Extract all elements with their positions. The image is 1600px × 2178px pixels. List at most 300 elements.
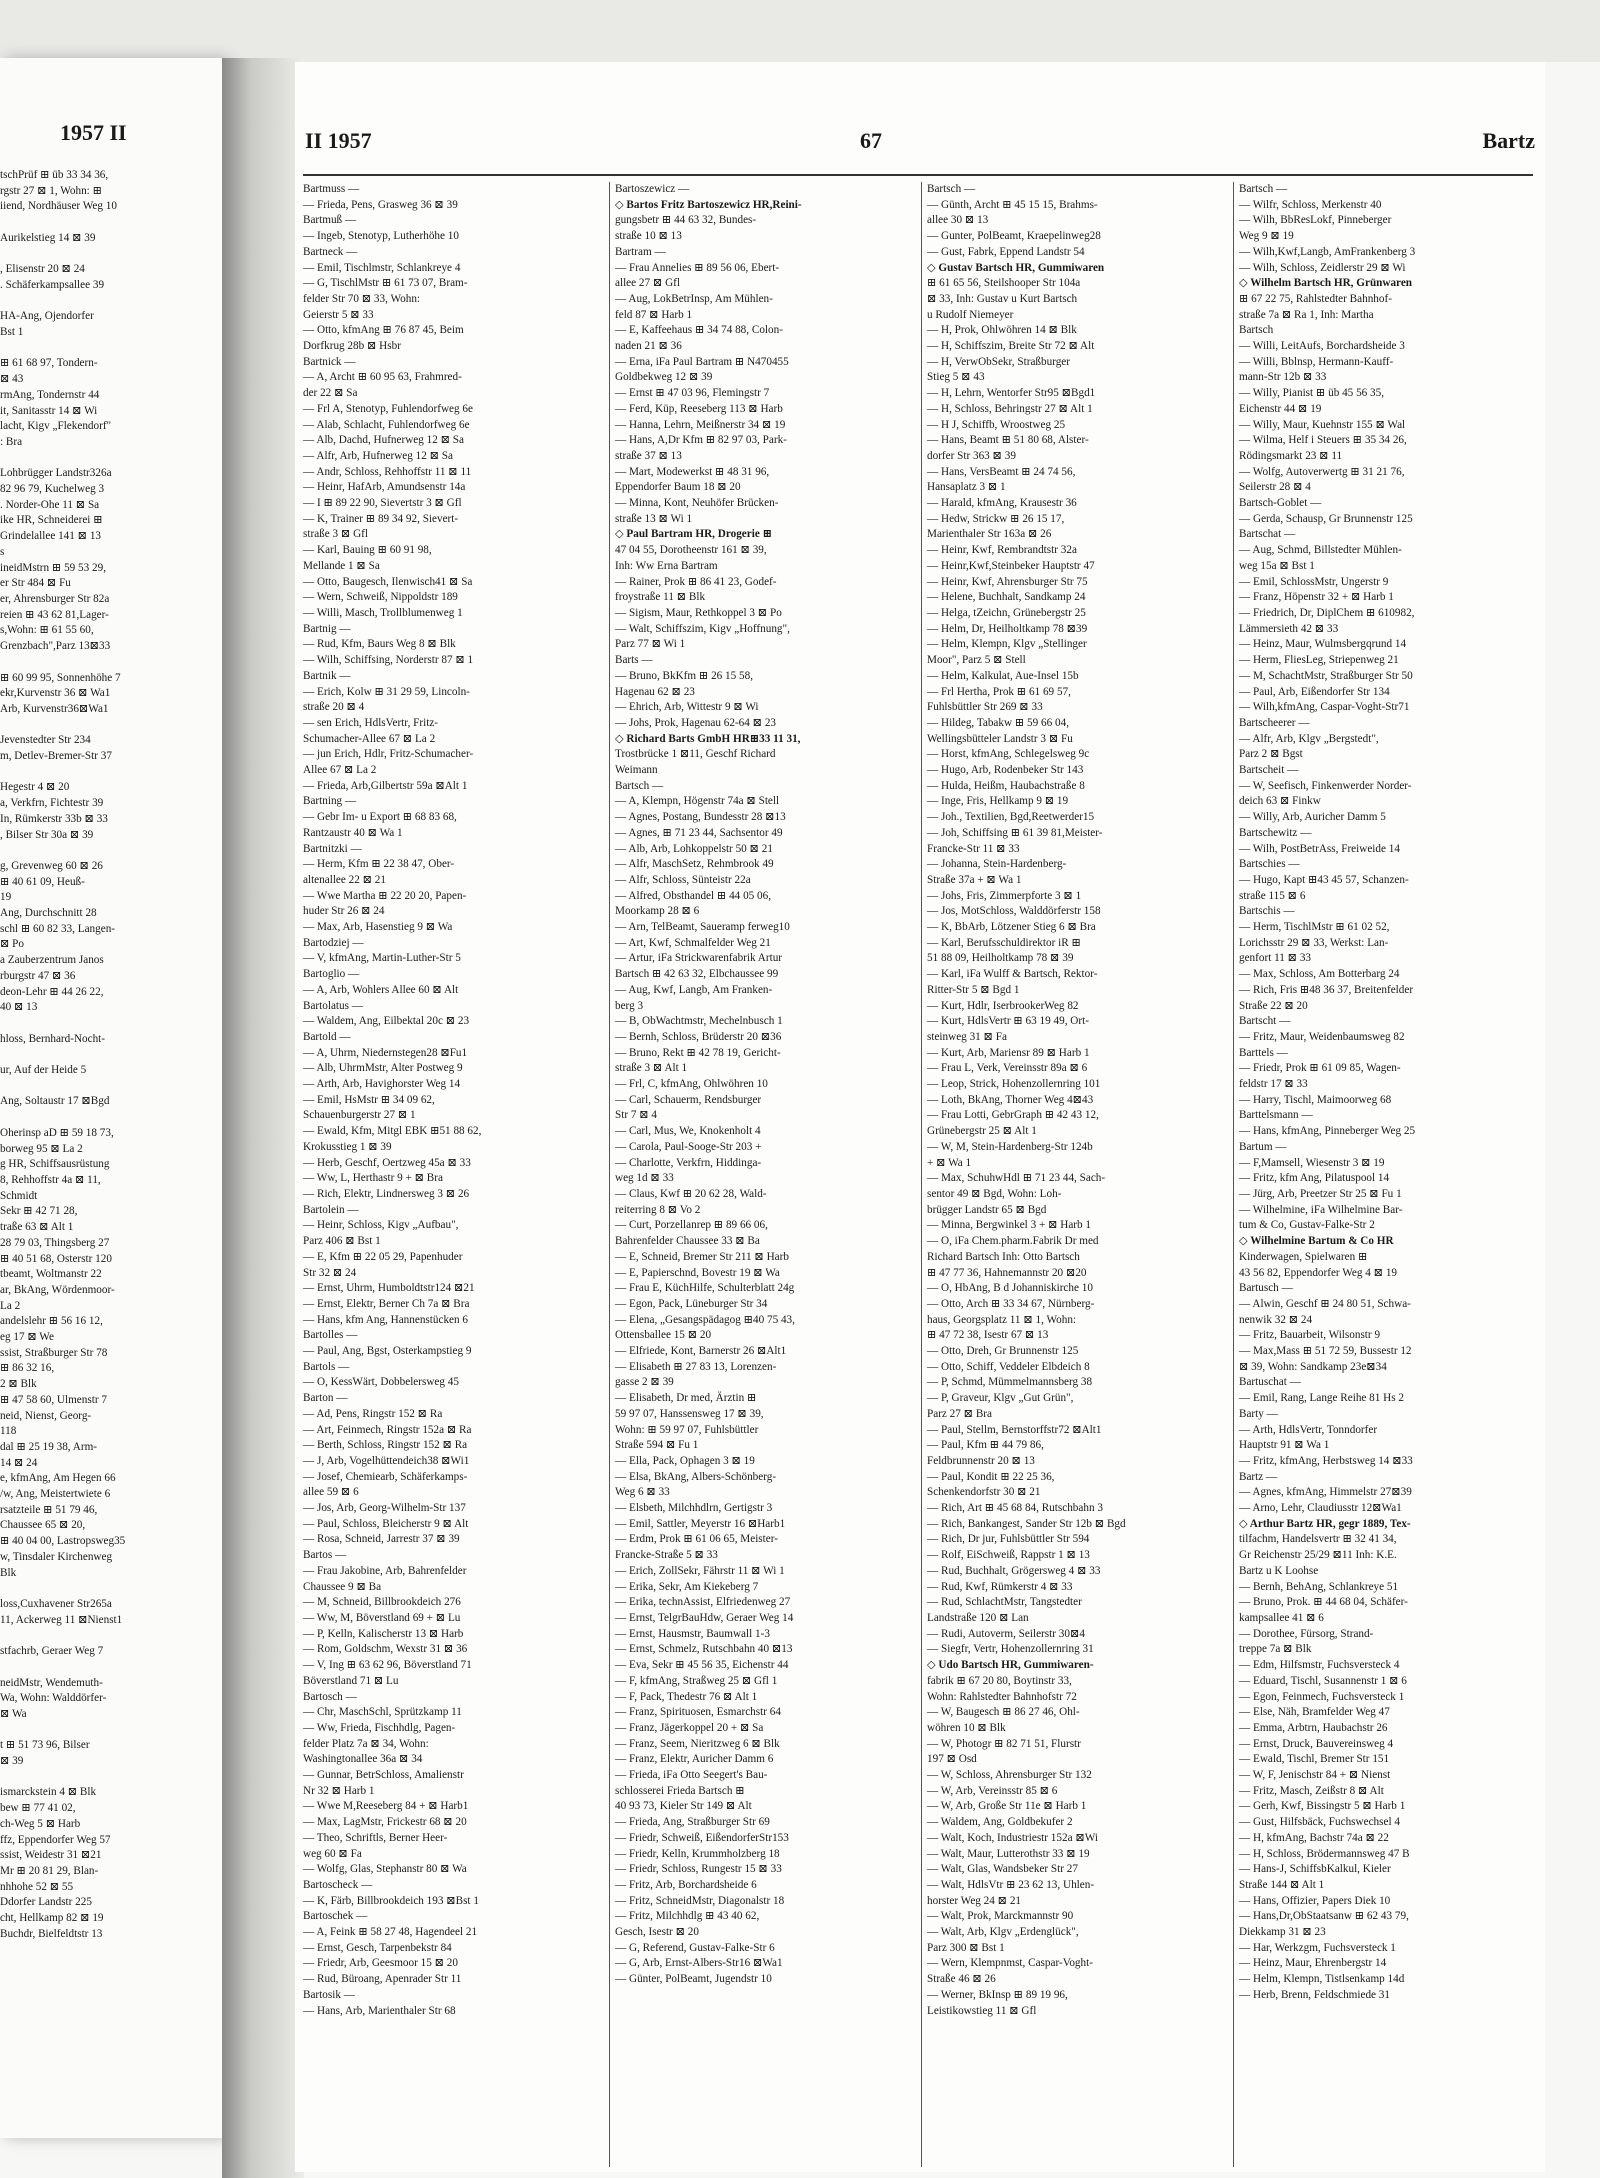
directory-entry: 59 97 07, Hanssensweg 17 ⊠ 39,: [615, 1407, 764, 1420]
directory-entry: — Frl, C, kfmAng, Ohlwöhren 10: [615, 1078, 768, 1091]
directory-entry: Rödingsmarkt 23 ⊠ 11: [1239, 449, 1343, 462]
directory-entry: Richard Bartsch Inh: Otto Bartsch: [927, 1250, 1080, 1263]
directory-entry: 40 ⊠ 13: [0, 1001, 38, 1014]
directory-entry: straße 37 ⊠ 13: [615, 449, 682, 462]
directory-entry: — B, ObWachtmstr, Mechelnbusch 1: [615, 1015, 783, 1028]
directory-entry: — W, M, Stein-Hardenberg-Str 124b: [927, 1140, 1093, 1153]
scan-background: [0, 0, 1600, 62]
previous-page-header: 1957 II: [60, 120, 127, 145]
directory-entry: — Emma, Arbtrn, Haubachstr 26: [1239, 1721, 1388, 1734]
directory-entry: — Dorothee, Fürsorg, Strand-: [1239, 1627, 1374, 1640]
directory-entry: — Minna, Kont, Neuhöfer Brücken-: [615, 497, 779, 510]
directory-entry: — Agnes, Postang, Bundesstr 28 ⊠13: [615, 811, 786, 824]
directory-entry: — jun Erich, Hdlr, Fritz-Schumacher-: [303, 748, 474, 761]
directory-entry: — Frau Lotti, GebrGraph ⊞ 42 43 12,: [927, 1109, 1099, 1122]
directory-entry: — Karl, iFa Wulff & Bartsch, Rektor-: [927, 968, 1098, 981]
directory-entry: dal ⊞ 25 19 38, Arm-: [0, 1440, 97, 1453]
directory-entry: Str 7 ⊠ 4: [615, 1109, 658, 1122]
directory-entry: ◇ Wilhelm Bartsch HR, Grünwaren: [1239, 277, 1413, 290]
directory-entry: ⊞ 40 61 09, Heuß-: [0, 875, 85, 888]
directory-entry: nhhohe 52 ⊠ 55: [0, 1880, 74, 1893]
directory-entry: weg 1d ⊠ 33: [615, 1172, 674, 1185]
directory-entry: — Paul, Kondit ⊞ 22 25 36,: [927, 1470, 1055, 1483]
directory-entry: — Rolf, EiSchweiß, Rappstr 1 ⊠ 13: [927, 1549, 1090, 1562]
directory-entry: La 2: [0, 1299, 21, 1312]
directory-entry: Weg 6 ⊠ 33: [615, 1486, 670, 1499]
directory-entry: Bartz u K Loohse: [1239, 1564, 1319, 1577]
directory-entry: Wellingsbütteler Landstr 3 ⊠ Fu: [927, 732, 1073, 745]
directory-entry: — Wwe Martha ⊞ 22 20 20, Papen-: [303, 889, 467, 902]
directory-entry: — E, Schneid, Bremer Str 211 ⊠ Harb: [615, 1250, 789, 1263]
directory-entry: — Emil, Rang, Lange Reihe 81 Hs 2: [1239, 1392, 1404, 1405]
directory-entry: — Walt, Maur, Lutterothstr 33 ⊠ 19: [927, 1847, 1090, 1860]
directory-entry: Francke-Straße 5 ⊠ 33: [615, 1549, 718, 1562]
directory-entry: — Hans-J, SchiffsbKalkul, Kieler: [1239, 1863, 1391, 1876]
directory-entry: — Paul, Schloss, Bleicherstr 9 ⊠ Alt: [303, 1517, 469, 1530]
directory-entry: ◇ Arthur Bartz HR, gegr 1889, Tex-: [1239, 1517, 1411, 1530]
directory-entry: Fuhlsbüttler Str 269 ⊠ 33: [927, 701, 1043, 714]
directory-entry: — Alwin, Geschf ⊞ 24 80 51, Schwa-: [1239, 1297, 1411, 1310]
directory-entry: — Heinr,Kwf,Steinbeker Hauptstr 47: [927, 559, 1095, 572]
directory-entry: — Ernst, Uhrm, Humboldtstr124 ⊠21: [303, 1282, 475, 1295]
directory-entry: [0, 247, 222, 263]
directory-entry: — Heinr, Kwf, Rembrandtstr 32a: [927, 544, 1077, 557]
directory-entry: reien ⊞ 43 62 81,Lager-: [0, 608, 109, 621]
directory-entry: — Agnes, kfmAng, Himmelstr 27⊠39: [1239, 1486, 1412, 1499]
directory-entry: ◇ Gustav Bartsch HR, Gummiwaren: [927, 261, 1105, 274]
directory-entry: — Waldem, Ang, Goldbekufer 2: [927, 1816, 1073, 1829]
directory-entry: Weimann: [615, 764, 658, 777]
directory-entry: — Herm, TischlMstr ⊞ 61 02 52,: [1239, 921, 1390, 934]
directory-entry: Straße 46 ⊠ 26: [927, 1973, 996, 1986]
directory-entry: — Rudi, Autoverm, Seilerstr 30⊠4: [927, 1627, 1085, 1640]
directory-entry: — W, Seefisch, Finkenwerder Norder-: [1239, 779, 1412, 792]
directory-entry: ◇ Paul Bartram HR, Drogerie ⊞: [615, 528, 772, 541]
directory-entry: Francke-Str 11 ⊠ 33: [927, 842, 1020, 855]
directory-entry: weg 60 ⊠ Fa: [303, 1847, 362, 1860]
directory-entry: — E, Kfm ⊞ 22 05 29, Papenhuder: [303, 1250, 463, 1263]
directory-entry: — Frl A, Stenotyp, Fuhlendorfweg 6e: [303, 402, 473, 415]
directory-entry: — Ernst, TelgrBauHdw, Geraer Weg 14: [615, 1611, 794, 1624]
directory-entry: — A, Klempn, Högenstr 74a ⊠ Stell: [615, 795, 780, 808]
directory-entry: — Hans, kfm Ang, Hannenstücken 6: [303, 1313, 468, 1326]
directory-entry: — Arn, TelBeamt, Saueramp ferweg10: [615, 921, 790, 934]
directory-entry: [0, 215, 222, 231]
directory-entry: allee 27 ⊠ Gfl: [615, 277, 680, 290]
directory-entry: — Gunnar, BetrSchloss, Amalienstr: [303, 1769, 464, 1782]
directory-entry: — Waldem, Ang, Eilbektal 20c ⊠ 23: [303, 1015, 470, 1028]
directory-entry: — M, Schneid, Billbrookdeich 276: [303, 1596, 461, 1609]
directory-entry: — Claus, Kwf ⊞ 20 62 28, Wald-: [615, 1188, 767, 1200]
directory-entry: — H, VerwObSekr, Straßburger: [927, 355, 1070, 368]
directory-entry: Ottensballee 15 ⊠ 20: [615, 1329, 712, 1342]
directory-entry: — Hans, Beamt ⊞ 51 80 68, Alster-: [927, 434, 1089, 447]
directory-entry: Parz 300 ⊠ Bst 1: [927, 1941, 1005, 1954]
surname-heading: Bartnik —: [303, 669, 351, 682]
directory-entry: — Ella, Pack, Ophagen 3 ⊠ 19: [615, 1454, 755, 1467]
surname-heading: Barts —: [615, 654, 653, 667]
directory-entry: Dorfkrug 28b ⊠ Hsbr: [303, 340, 401, 353]
directory-entry: m, Detlev-Bremer-Str 37: [0, 750, 112, 763]
directory-entry: s: [0, 545, 5, 558]
directory-entry: rgstr 27 ⊠ 1, Wohn: ⊞: [0, 184, 102, 197]
directory-entry: deich 63 ⊠ Finkw: [1239, 795, 1321, 808]
surname-heading: Bartodziej —: [303, 936, 364, 949]
directory-entry: ffz, Eppendorfer Weg 57: [0, 1833, 111, 1846]
directory-entry: — Ernst, Schmelz, Rutschbahn 40 ⊠13: [615, 1643, 793, 1656]
directory-entry: — Aug, Schmd, Billstedter Mühlen-: [1239, 544, 1402, 557]
directory-entry: [0, 1581, 222, 1597]
directory-entry: — Elisabeth ⊞ 27 83 13, Lorenzen-: [615, 1360, 777, 1373]
directory-entry: 43 56 82, Eppendorfer Weg 4 ⊠ 19: [1239, 1266, 1398, 1279]
directory-entry: altenallee 22 ⊠ 21: [303, 873, 386, 886]
directory-entry: — Heinz, Maur, Ehrenbergstr 14: [1239, 1957, 1387, 1970]
directory-entry: — Alfr, Schloss, Sünteistr 22a: [615, 873, 751, 886]
column-divider: [1233, 182, 1234, 2167]
directory-entry: — O, KessWärt, Dobbelersweg 45: [303, 1376, 459, 1389]
directory-entry: Allee 67 ⊠ La 2: [303, 764, 377, 777]
directory-entry: [0, 294, 222, 310]
directory-entry: — Ernst, Hausmstr, Baumwall 1-3: [615, 1627, 770, 1640]
directory-entry: — Fritz, SchneidMstr, Diagonalstr 18: [615, 1894, 785, 1907]
directory-entry: — Walt, Koch, Industriestr 152a ⊠Wi: [927, 1831, 1098, 1844]
directory-entry: Wa, Wohn: Walddörfer-: [0, 1692, 107, 1705]
directory-entry: — Heinr, Schloss, Kigv „Aufbau",: [303, 1219, 459, 1232]
surname-heading: Bartschis —: [1239, 905, 1295, 918]
directory-entry: allee 59 ⊠ 6: [303, 1486, 359, 1499]
directory-entry: [0, 1079, 222, 1095]
directory-entry: [0, 718, 222, 734]
directory-entry: — Gerda, Schausp, Gr Brunnenstr 125: [1239, 512, 1413, 525]
directory-entry: — Erdm, Prok ⊞ 61 06 65, Meister-: [615, 1533, 778, 1546]
directory-entry: — W, Photogr ⊞ 82 71 51, Flurstr: [927, 1737, 1081, 1750]
column-divider: [921, 182, 922, 2167]
directory-entry: 118: [0, 1425, 17, 1438]
directory-entry: e, kfmAng, Am Hegen 66: [0, 1472, 116, 1485]
directory-entry: — Alb, UhrmMstr, Alter Postweg 9: [303, 1062, 463, 1075]
directory-entry: — Max, LagMstr, Frickestr 68 ⊠ 20: [303, 1816, 467, 1829]
directory-entry: — Sigism, Maur, Rethkoppel 3 ⊠ Po: [615, 606, 782, 619]
directory-entry: — Art, Kwf, Schmalfelder Weg 21: [615, 936, 771, 949]
directory-entry: Hansaplatz 3 ⊠ 1: [927, 481, 1006, 494]
directory-entry: — Wilh, Schiffsing, Norderstr 87 ⊠ 1: [303, 654, 474, 667]
surname-heading: Bartolles —: [303, 1329, 358, 1342]
directory-columns: [303, 182, 1533, 2162]
directory-entry: — Rud, Büroang, Apenrader Str 11: [303, 1973, 462, 1986]
directory-entry: Parz 2 ⊠ Bgst: [1239, 748, 1303, 761]
directory-entry: — Helm, Klempn, Klgv „Stellinger: [927, 638, 1087, 651]
directory-entry: ⊞ 60 99 95, Sonnenhöhe 7: [0, 671, 121, 684]
directory-entry: — Fritz, Masch, Zeißstr 8 ⊠ Alt: [1239, 1784, 1384, 1797]
directory-entry: Geierstr 5 ⊠ 33: [303, 308, 374, 321]
surname-heading: Bartsch —: [615, 779, 664, 792]
directory-entry: 14 ⊠ 24: [0, 1456, 38, 1469]
surname-heading: Bartols —: [303, 1360, 350, 1373]
directory-entry: weg 15a ⊠ Bst 1: [1239, 559, 1315, 572]
directory-entry: it, Sanitasstr 14 ⊠ Wi: [0, 404, 98, 417]
directory-entry: Moorkamp 28 ⊠ 6: [615, 905, 700, 918]
column-2: [615, 182, 915, 2172]
surname-heading: Barttelsmann —: [1239, 1109, 1313, 1122]
directory-entry: — Wolfg, Autoverwertg ⊞ 31 21 76,: [1239, 465, 1405, 478]
surname-heading: Bartum —: [1239, 1140, 1287, 1153]
directory-entry: Straße 37a + ⊠ Wa 1: [927, 873, 1022, 886]
directory-entry: — Willi, Bblnsp, Hermann-Kauff-: [1239, 355, 1394, 368]
directory-entry: — G, TischlMstr ⊞ 61 73 07, Bram-: [303, 277, 468, 290]
directory-entry: Oherinsp aD ⊞ 59 18 73,: [0, 1126, 114, 1139]
directory-entry: ⊠ Po: [0, 938, 24, 951]
directory-entry: Ang, Soltaustr 17 ⊠Bgd: [0, 1095, 110, 1108]
directory-entry: Lorichsstr 29 ⊠ 33, Werkst: Lan-: [1239, 936, 1389, 949]
running-head: Bartz: [1482, 128, 1535, 153]
directory-entry: — Wilh,kfmAng, Caspar-Voght-Str71: [1239, 701, 1410, 714]
column-4: [1239, 182, 1539, 2172]
directory-entry: — Otto, Schiff, Veddeler Elbdeich 8: [927, 1360, 1090, 1373]
directory-entry: Feldbrunnenstr 20 ⊠ 13: [927, 1454, 1035, 1467]
directory-entry: — Horst, kfmAng, Schlegelsweg 9c: [927, 748, 1090, 761]
directory-entry: Marienthaler Str 163a ⊠ 26: [927, 528, 1052, 541]
directory-entry: — Emil, Sattler, Meyerstr 16 ⊠Harb1: [615, 1517, 786, 1530]
directory-entry: [0, 1047, 222, 1063]
directory-entry: Rantzaustr 40 ⊠ Wa 1: [303, 826, 403, 839]
directory-entry: neid, Nienst, Georg-: [0, 1409, 92, 1422]
surname-heading: Bartscht —: [1239, 1015, 1291, 1028]
directory-entry: eg 17 ⊠ We: [0, 1331, 54, 1344]
surname-heading: Bartning —: [303, 795, 357, 808]
directory-entry: — Chr, MaschSchl, Sprützkamp 11: [303, 1706, 462, 1719]
directory-entry: ekr,Kurvenstr 36 ⊠ Wa1: [0, 687, 111, 700]
directory-entry: — H, kfmAng, Bachstr 74a ⊠ 22: [1239, 1831, 1389, 1844]
directory-entry: genfort 11 ⊠ 33: [1239, 952, 1312, 965]
surname-heading: Bartosch —: [303, 1690, 357, 1703]
directory-entry: 197 ⊠ Osd: [927, 1753, 977, 1766]
directory-entry: — Erich, Kolw ⊞ 31 29 59, Lincoln-: [303, 685, 470, 698]
surname-heading: Bartoschek —: [303, 1910, 368, 1923]
directory-entry: ◇ Bartos Fritz Bartoszewicz HR,Reini-: [615, 198, 802, 211]
directory-entry: — Loth, BkAng, Thorner Weg 4⊠43: [927, 1093, 1094, 1106]
directory-entry: — Friedr, Schloss, Rungestr 15 ⊠ 33: [615, 1863, 782, 1876]
surname-heading: Bartolein —: [303, 1203, 359, 1216]
directory-entry: Schauenburgerstr 27 ⊠ 1: [303, 1109, 416, 1122]
directory-entry: — Frau Annelies ⊞ 89 56 06, Ebert-: [615, 261, 780, 274]
directory-entry: . Norder-Ohe 11 ⊠ Sa: [0, 498, 100, 511]
surname-heading: Bartnig —: [303, 622, 351, 635]
directory-entry: felder Str 70 ⊠ 33, Wohn:: [303, 292, 421, 305]
directory-entry: — Paul, Stellm, Bernstorffstr72 ⊠Alt1: [927, 1423, 1102, 1436]
directory-entry: — Jürg, Arb, Preetzer Str 25 ⊠ Fu 1: [1239, 1188, 1402, 1200]
directory-entry: — G, Arb, Ernst-Albers-Str16 ⊠Wa1: [615, 1957, 783, 1970]
directory-entry: Gesch, Isestr ⊠ 20: [615, 1926, 699, 1939]
directory-entry: — Willi, Masch, Trollblumenweg 1: [303, 606, 463, 619]
directory-entry: — Willy, Maur, Kuehnstr 155 ⊠ Wal: [1239, 418, 1406, 431]
directory-entry: ⊞ 40 51 68, Osterstr 120: [0, 1252, 112, 1265]
directory-entry: — Wilh,Kwf,Langb, AmFrankenberg 3: [1239, 245, 1416, 258]
directory-entry: u Rudolf Niemeyer: [927, 308, 1014, 321]
surname-heading: Bartosik —: [303, 1988, 355, 2001]
directory-entry: Parz 77 ⊠ Wi 1: [615, 638, 686, 651]
directory-entry: ismarckstein 4 ⊠ Blk: [0, 1786, 97, 1799]
directory-entry: — Art, Feinmech, Ringstr 152a ⊠ Ra: [303, 1423, 472, 1436]
directory-entry: Hegestr 4 ⊠ 20: [0, 781, 70, 794]
directory-entry: — K, BbArb, Lötzener Stieg 6 ⊠ Bra: [927, 921, 1096, 934]
directory-entry: — Otto, Arch ⊞ 33 34 67, Nürnberg-: [927, 1297, 1095, 1310]
directory-entry: 8, Rehhoffstr 4a ⊠ 11,: [0, 1174, 101, 1186]
directory-entry: — W, Schloss, Ahrensburger Str 132: [927, 1769, 1092, 1782]
directory-entry: — Hans, Arb, Marienthaler Str 68: [303, 2004, 456, 2017]
directory-entry: — Ernst, Elektr, Berner Ch 7a ⊠ Bra: [303, 1297, 470, 1310]
directory-entry: — Arno, Lehr, Claudiusstr 12⊠Wa1: [1239, 1502, 1402, 1515]
directory-entry: ar, BkAng, Wördenmoor-: [0, 1283, 115, 1296]
directory-entry: hloss, Bernhard-Nocht-: [0, 1032, 106, 1045]
directory-entry: — Jos, MotSchloss, Walddörferstr 158: [927, 905, 1101, 918]
directory-entry: — Elisabeth, Dr med, Ärztin ⊞: [615, 1392, 757, 1405]
directory-entry: — Kurt, HdlsVertr ⊞ 63 19 49, Ort-: [927, 1015, 1089, 1028]
directory-entry: Inh: Ww Erna Bartram: [615, 559, 718, 572]
surname-heading: Barty —: [1239, 1407, 1278, 1420]
directory-entry: — Charlotte, Verkfrn, Hiddinga-: [615, 1156, 762, 1169]
directory-entry: — Johanna, Stein-Hardenberg-: [927, 858, 1067, 871]
directory-entry: straße 13 ⊠ Wi 1: [615, 512, 693, 525]
directory-entry: In, Rümkerstr 33b ⊠ 33: [0, 812, 108, 825]
directory-entry: Diekkamp 31 ⊠ 23: [1239, 1926, 1326, 1939]
directory-entry: gasse 2 ⊠ 39: [615, 1376, 674, 1389]
directory-entry: — Hugo, Arb, Rodenbeker Str 143: [927, 764, 1084, 777]
directory-entry: [0, 765, 222, 781]
directory-entry: — Fritz, kfm Ang, Pilatuspool 14: [1239, 1172, 1390, 1185]
directory-entry: — Emil, Tischlmstr, Schlankreye 4: [303, 261, 461, 274]
directory-entry: ssist, Weidestr 31 ⊠21: [0, 1849, 102, 1862]
directory-entry: ineidMstrn ⊞ 59 53 29,: [0, 561, 107, 574]
directory-entry: Parz 406 ⊠ Bst 1: [303, 1235, 381, 1248]
directory-entry: Eichenstr 44 ⊠ 19: [1239, 402, 1322, 415]
directory-entry: — Karl, Bauing ⊞ 60 91 98,: [303, 544, 432, 557]
directory-entry: — Ernst ⊞ 47 03 96, Flemingstr 7: [615, 387, 770, 400]
directory-entry: — Ww, Frieda, Fischhdlg, Pagen-: [303, 1721, 456, 1734]
directory-entry: — Hugo, Kapt ⊞43 45 57, Schanzen-: [1239, 873, 1409, 886]
directory-entry: — Günth, Archt ⊞ 45 15 15, Brahms-: [927, 198, 1098, 211]
directory-entry: haus, Georgsplatz 11 ⊠ 1, Wohn:: [927, 1313, 1077, 1326]
directory-entry: — Helene, Buchhalt, Sandkamp 24: [927, 591, 1086, 604]
directory-entry: — Rosa, Schneid, Jarrestr 37 ⊠ 39: [303, 1533, 460, 1546]
surname-heading: Bartnitzki —: [303, 842, 362, 855]
directory-entry: ◇ Richard Barts GmbH HR⊞33 11 31,: [615, 732, 801, 745]
directory-entry: — P, Kelln, Kalischerstr 13 ⊠ Harb: [303, 1627, 464, 1640]
directory-entry: — Werner, BkInsp ⊞ 89 19 96,: [927, 1988, 1068, 2001]
directory-entry: berg 3: [615, 999, 644, 1012]
directory-entry: — Ingeb, Stenotyp, Lutherhöhe 10: [303, 230, 459, 243]
directory-entry: Jevenstedter Str 234: [0, 734, 91, 747]
directory-entry: — F,Mamsell, Wiesenstr 3 ⊠ 19: [1239, 1156, 1385, 1169]
column-3: [927, 182, 1227, 2172]
directory-entry: — Wilma, Helf i Steuers ⊞ 35 34 26,: [1239, 434, 1407, 447]
directory-entry: — Ewald, Tischl, Bremer Str 151: [1239, 1753, 1390, 1766]
directory-entry: straße 115 ⊠ 6: [1239, 889, 1306, 902]
directory-entry: ssist, Straßburger Str 78: [0, 1346, 108, 1359]
surname-heading: Bartz —: [1239, 1470, 1278, 1483]
directory-entry: — Wilh, BbResLokf, Pinneberger: [1239, 214, 1392, 227]
directory-entry: — V, kfmAng, Martin-Luther-Str 5: [303, 952, 461, 965]
directory-entry: — Alfr, Arb, Hufnerweg 12 ⊠ Sa: [303, 449, 453, 462]
directory-entry: Krokusstieg 1 ⊠ 39: [303, 1140, 392, 1153]
directory-entry: tum & Co, Gustav-Falke-Str 2: [1239, 1219, 1375, 1232]
directory-entry: — H J, Schiffb, Wroostweg 25: [927, 418, 1066, 431]
directory-entry: dorfer Str 363 ⊠ 39: [927, 449, 1016, 462]
directory-entry: — Karl, Berufsschuldirektor iR ⊞: [927, 936, 1081, 949]
directory-entry: 51 88 09, Heilholtkamp 78 ⊠ 39: [927, 952, 1074, 965]
directory-entry: — Hans, A,Dr Kfm ⊞ 82 97 03, Park-: [615, 434, 787, 447]
directory-entry: — Emil, HsMstr ⊞ 34 09 62,: [303, 1093, 435, 1106]
directory-entry: Schumacher-Allee 67 ⊠ La 2: [303, 732, 436, 745]
directory-entry: Landstraße 120 ⊠ Lan: [927, 1611, 1029, 1624]
directory-entry: — H, Schloss, Brödermannsweg 47 B: [1239, 1847, 1410, 1860]
directory-entry: a, Verkfrn, Fichtestr 39: [0, 797, 104, 810]
directory-entry: + ⊠ Wa 1: [927, 1156, 972, 1169]
directory-entry: 40 93 73, Kieler Str 149 ⊠ Alt: [615, 1800, 752, 1813]
surname-heading: Bartmuss —: [303, 183, 360, 195]
directory-entry: rmAng, Tondernstr 44: [0, 388, 100, 401]
directory-entry: — Rud, SchlachtMstr, Tangstedter: [927, 1596, 1082, 1609]
directory-entry: — Eduard, Tischl, Susannenstr 1 ⊠ 6: [1239, 1674, 1407, 1687]
directory-entry: [0, 1016, 222, 1032]
directory-entry: andelslehr ⊞ 56 16 12,: [0, 1315, 103, 1328]
directory-entry: nenwik 32 ⊠ 24: [1239, 1313, 1313, 1326]
directory-entry: — Friedr, Kelln, Krummholzberg 18: [615, 1847, 780, 1860]
directory-entry: brügger Landstr 65 ⊠ Bgd: [927, 1203, 1047, 1216]
directory-entry: Goldbekweg 12 ⊠ 39: [615, 371, 713, 384]
directory-entry: Moor", Parz 5 ⊠ Stell: [927, 654, 1026, 667]
directory-entry: , Elisenstr 20 ⊠ 24: [0, 263, 85, 276]
surname-heading: Barttels —: [1239, 1046, 1288, 1059]
directory-entry: Bartsch ⊞ 42 63 32, Elbchaussee 99: [615, 968, 779, 981]
surname-heading: Bartoszewicz —: [615, 183, 690, 195]
directory-entry: — Edm, Hilfsmstr, Fuchsversteck 4: [1239, 1659, 1400, 1672]
directory-entry: Str 32 ⊠ 24: [303, 1266, 357, 1279]
directory-entry: deon-Lehr ⊞ 44 26 22,: [0, 985, 104, 998]
directory-entry: — Friedr, Schweiß, EißendorferStr153: [615, 1831, 789, 1844]
directory-entry: — Egon, Feinmech, Fuchsversteck 1: [1239, 1690, 1405, 1703]
directory-entry: — Franz, Höpenstr 32 + ⊠ Harb 1: [1239, 591, 1394, 604]
directory-entry: — Herm, FliesLeg, Striepenweg 21: [1239, 654, 1399, 667]
page-header: [295, 128, 1545, 162]
directory-entry: — Alfr, Arb, Klgv „Bergstedt",: [1239, 732, 1379, 745]
directory-entry: 2 ⊠ Blk: [0, 1378, 37, 1391]
directory-entry: — Alb, Arb, Lohkoppelstr 50 ⊠ 21: [615, 842, 773, 855]
directory-entry: loss,Cuxhavener Str265a: [0, 1597, 112, 1610]
directory-entry: mann-Str 12b ⊠ 33: [1239, 371, 1327, 384]
directory-entry: g HR, Schiffsausrüstung: [0, 1158, 110, 1171]
directory-entry: — E, Papierschnd, Bovestr 19 ⊠ Wa: [615, 1266, 780, 1279]
directory-entry: [0, 1770, 222, 1786]
surname-heading: Barton —: [303, 1392, 348, 1405]
directory-entry: Kinderwagen, Spielwaren ⊞: [1239, 1250, 1368, 1263]
directory-entry: — Erna, iFa Paul Bartram ⊞ N470455: [615, 355, 789, 368]
directory-entry: bew ⊞ 77 41 02,: [0, 1802, 76, 1815]
directory-entry: Buchdr, Bielfeldtstr 13: [0, 1927, 103, 1940]
directory-entry: — Helga, tZeichn, Grünebergstr 25: [927, 606, 1086, 619]
directory-entry: Grindelallee 141 ⊠ 13: [0, 530, 102, 543]
directory-entry: Parz 27 ⊠ Bra: [927, 1407, 992, 1420]
directory-entry: — Wilh, Schloss, Zeidlerstr 29 ⊠ Wi: [1239, 261, 1406, 274]
directory-entry: — Otto, kfmAng ⊞ 76 87 45, Beim: [303, 324, 464, 337]
surname-heading: Bartsch —: [1239, 183, 1288, 195]
directory-entry: — Aug, Kwf, Langb, Am Franken-: [615, 983, 773, 996]
directory-entry: — Andr, Schloss, Rehhoffstr 11 ⊠ 11: [303, 465, 472, 478]
directory-entry: — W, F, Jenischstr 84 + ⊠ Nienst: [1239, 1769, 1391, 1782]
directory-entry: — Frieda, Ang, Straßburger Str 69: [615, 1816, 770, 1829]
directory-entry: — Franz, Spirituosen, Esmarchstr 64: [615, 1706, 781, 1719]
directory-entry: — Max, Arb, Hasenstieg 9 ⊠ Wa: [303, 921, 453, 934]
directory-entry: — Har, Werkzgm, Fuchsversteck 1: [1239, 1941, 1396, 1954]
